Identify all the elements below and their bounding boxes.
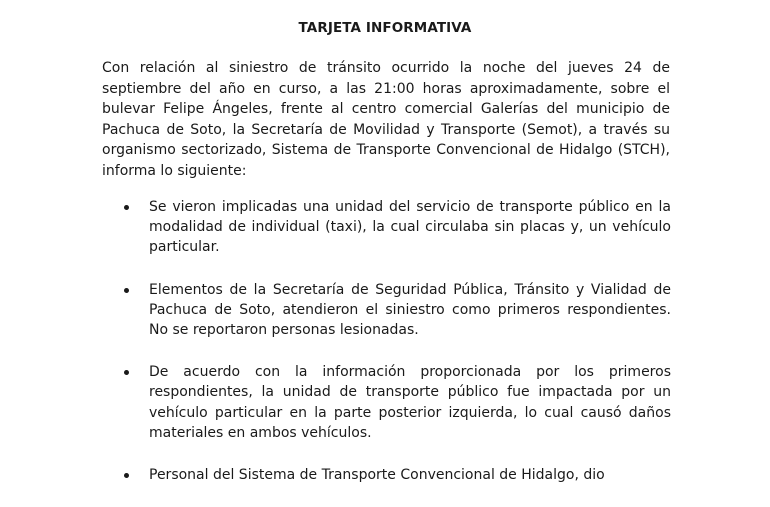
bullet-dot-icon	[124, 205, 129, 210]
list-item-text: De acuerdo con la información proporcionada por los primeros respondientes, la unidad de transporte público fue impactada por un vehículo particular en la parte posterior izquierda, lo cual causó daños materiales en ambos vehículos.	[149, 364, 671, 441]
list-item-text: Se vieron implicadas una unidad del servicio de transporte público en la modalidad de individual (taxi), la cual circulaba sin placas y, un vehículo particular.	[149, 199, 671, 256]
list-item	[120, 362, 671, 443]
list-item	[120, 280, 671, 341]
document-title: TARJETA INFORMATIVA	[298, 20, 472, 36]
list-item	[120, 465, 671, 485]
bullet-dot-icon	[124, 288, 129, 293]
bullet-dot-icon	[124, 370, 129, 375]
list-item-text: Elementos de la Secretaría de Seguridad Pública, Tránsito y Vialidad de Pachuca de Soto, atendieron el siniestro como primeros respondientes. No se reportaron personas lesionadas.	[149, 281, 671, 339]
bullet-list	[120, 197, 671, 507]
intro-paragraph: Con relación al siniestro de tránsito ocurrido la noche del jueves 24 de septiembre del año en curso, a las 21:00 horas aproximadamente, sobre el bulevar Felipe Ángeles, frente al centro comercial Galerías del municipio de Pachuca de Soto, la Secretaría de Movilidad y Transporte (Semot), a través su organismo sectorizado, Sistema de Transporte Convencional de Hidalgo (STCH), informa lo siguiente:	[102, 60, 670, 179]
bullet-dot-icon	[124, 473, 129, 478]
list-item-text: Personal del Sistema de Transporte Convencional de Hidalgo, dio	[149, 467, 605, 484]
list-item	[120, 197, 671, 258]
